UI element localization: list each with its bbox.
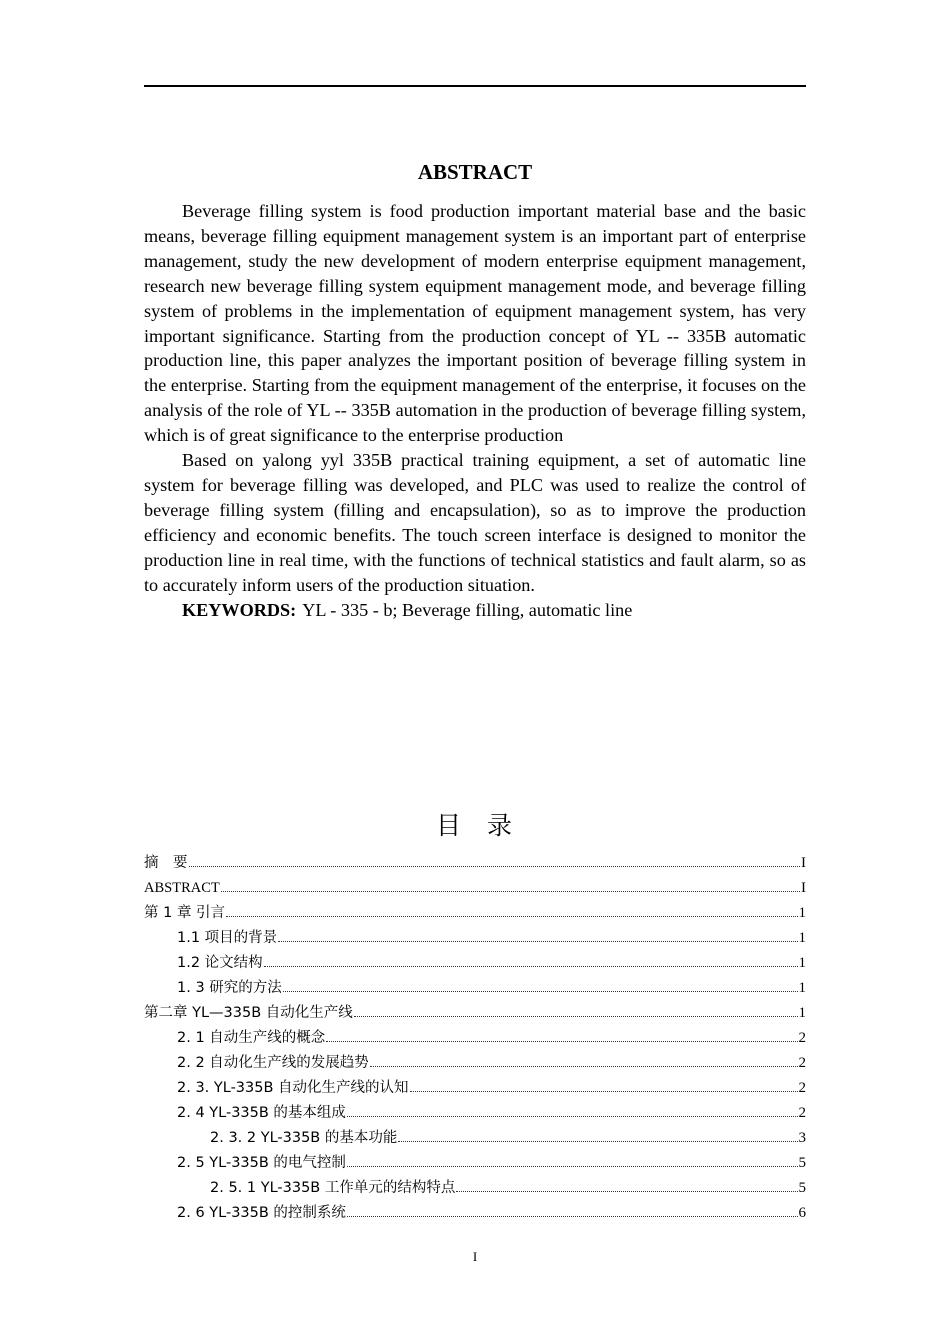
abstract-title: ABSTRACT xyxy=(417,160,533,184)
toc-page-number: 6 xyxy=(798,1205,806,1221)
toc-entry-title: 1.2 论文结构 xyxy=(177,955,263,971)
toc-leader-dots xyxy=(326,1041,797,1042)
abstract-body xyxy=(144,199,806,622)
toc-page-number: 1 xyxy=(798,1005,806,1021)
toc-page-number: I xyxy=(801,880,806,896)
toc-page-number: 5 xyxy=(798,1155,806,1171)
toc-entry-title: 2. 3. 2 YL-335B 的基本功能 xyxy=(210,1130,398,1146)
toc-entry[interactable] xyxy=(144,947,806,972)
toc-page-number: 2 xyxy=(798,1055,806,1071)
toc-leader-dots xyxy=(347,1116,798,1117)
toc-entry[interactable] xyxy=(144,1097,806,1122)
toc-leader-dots xyxy=(189,866,801,867)
toc-entry-title: 2. 1 自动生产线的概念 xyxy=(177,1030,326,1046)
toc-entry[interactable] xyxy=(144,1122,806,1147)
toc-entry[interactable] xyxy=(144,897,806,922)
toc-entry-title: ABSTRACT xyxy=(144,880,220,896)
toc-entry[interactable] xyxy=(144,1072,806,1097)
toc-entry[interactable] xyxy=(144,1197,806,1222)
toc-leader-dots xyxy=(398,1141,797,1142)
toc-leader-dots xyxy=(221,891,800,892)
toc-entry[interactable] xyxy=(144,872,806,897)
toc-page-number: 1 xyxy=(798,905,806,921)
abstract-paragraph: Beverage filling system is food production important material base and the basic means, beverage filling equipment management system is an important part of enterprise management, study the new development of modern enterprise equipment management, research new beverage filling system equipment management mode, and beverage filling system of problems in the implementation of equipment management system, has very important significance. Starting from the production concept of YL -- 335B automatic production line, this paper analyzes the important position of beverage filling system in the enterprise. Starting from the equipment management of the enterprise, it focuses on the analysis of the role of YL -- 335B automation in the production of beverage filling system, which is of great significance to the enterprise production xyxy=(144,201,806,446)
toc-entry-title: 1.1 项目的背景 xyxy=(177,930,278,946)
toc-title xyxy=(0,806,950,842)
keywords-label: KEYWORDS: xyxy=(182,599,297,620)
toc-leader-dots xyxy=(347,1166,798,1167)
toc-page-number: 2 xyxy=(798,1105,806,1121)
toc-entry-title: 2. 5. 1 YL-335B 工作单元的结构特点 xyxy=(210,1180,456,1196)
toc-page-number: 1 xyxy=(798,955,806,971)
header-rule xyxy=(144,85,806,87)
toc-entry[interactable] xyxy=(144,1147,806,1172)
toc-entry[interactable] xyxy=(144,922,806,947)
toc-entry[interactable] xyxy=(144,847,806,872)
page-number: I xyxy=(472,1249,478,1264)
keywords-line xyxy=(144,598,806,623)
toc-page-number: 2 xyxy=(798,1080,806,1096)
toc-entry-title: 第二章 YL—335B 自动化生产线 xyxy=(144,1005,353,1021)
toc-leader-dots xyxy=(410,1091,798,1092)
keywords-text: YL - 335 - b; Beverage filling, automatic line xyxy=(302,599,633,620)
toc-title-char: 目 xyxy=(435,811,463,840)
toc-leader-dots xyxy=(264,966,798,967)
toc-entry-title: 2. 2 自动化生产线的发展趋势 xyxy=(177,1055,369,1071)
toc-leader-dots xyxy=(347,1216,798,1217)
toc-leader-dots xyxy=(283,991,798,992)
toc-entry[interactable] xyxy=(144,997,806,1022)
toc-page-number: 2 xyxy=(798,1030,806,1046)
toc-page-number: 1 xyxy=(798,930,806,946)
toc-entry-title: 1. 3 研究的方法 xyxy=(177,980,282,996)
toc-leader-dots xyxy=(456,1191,797,1192)
toc-leader-dots xyxy=(278,941,797,942)
toc-page-number: 3 xyxy=(798,1130,806,1146)
toc-page-number: I xyxy=(801,855,806,871)
toc-entry-title: 2. 5 YL-335B 的电气控制 xyxy=(177,1155,346,1171)
toc-leader-dots xyxy=(370,1066,798,1067)
toc-entry-title: 2. 3. YL-335B 自动化生产线的认知 xyxy=(177,1080,409,1096)
toc-leader-dots xyxy=(226,916,797,917)
toc-page-number: 5 xyxy=(798,1180,806,1196)
toc-entry-title: 摘 要 xyxy=(144,855,188,871)
toc-leader-dots xyxy=(354,1016,798,1017)
toc-entry[interactable] xyxy=(144,972,806,997)
toc-page-number: 1 xyxy=(798,980,806,996)
toc-entry[interactable] xyxy=(144,1047,806,1072)
toc-entry[interactable] xyxy=(144,1172,806,1197)
toc-entry-title: 第 1 章 引言 xyxy=(144,905,226,921)
toc-title-char: 录 xyxy=(487,811,515,840)
toc-entry-title: 2. 6 YL-335B 的控制系统 xyxy=(177,1205,346,1221)
abstract-paragraph: Based on yalong yyl 335B practical training equipment, a set of automatic line system for beverage filling was developed, and PLC was used to realize the control of beverage filling system (filling and encapsulation), so as to improve the production efficiency and economic benefits. The touch screen interface is designed to monitor the production line in real time, with the functions of technical statistics and fault alarm, so as to accurately inform users of the production situation. xyxy=(144,450,806,595)
table-of-contents xyxy=(144,847,806,1222)
toc-entry-title: 2. 4 YL-335B 的基本组成 xyxy=(177,1105,346,1121)
toc-entry[interactable] xyxy=(144,1022,806,1047)
